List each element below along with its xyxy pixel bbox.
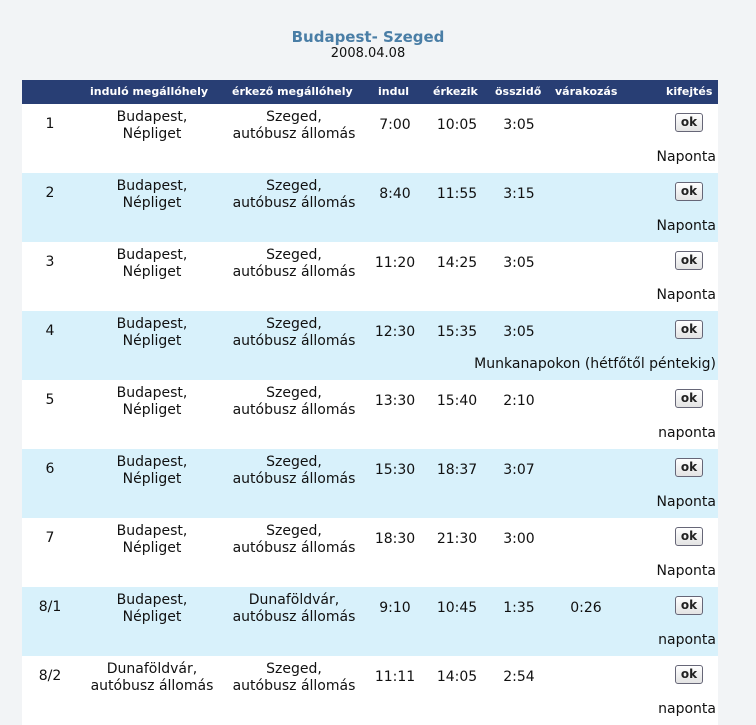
details-ok-button[interactable]: ok — [675, 251, 703, 270]
departure-stop-line2: Népliget — [122, 471, 182, 487]
departure-stop-line1: Budapest, — [116, 454, 188, 470]
col-header-arr: érkezik — [433, 85, 478, 98]
timetable — [22, 80, 718, 725]
operating-days: Naponta — [656, 563, 716, 579]
departure-stop-line2: autóbusz állomás — [90, 678, 214, 694]
route-header — [0, 28, 736, 62]
total-duration: 3:05 — [503, 255, 535, 271]
departure-time: 9:10 — [379, 600, 411, 616]
arrival-stop — [224, 316, 364, 350]
arrival-stop — [224, 385, 364, 419]
arrival-stop — [224, 178, 364, 212]
arrival-stop-line2: autóbusz állomás — [232, 402, 356, 418]
arrival-stop-line1: Szeged, — [266, 316, 322, 332]
operating-days: Naponta — [656, 218, 716, 234]
departure-time: 12:30 — [374, 324, 416, 340]
arrival-time: 14:05 — [436, 669, 478, 685]
arrival-time: 10:45 — [436, 600, 478, 616]
row-index: 2 — [45, 185, 55, 201]
row-index: 4 — [45, 323, 55, 339]
arrival-stop-line1: Szeged, — [266, 661, 322, 677]
arrival-stop-line1: Dunaföldvár, — [248, 592, 340, 608]
route-to: Szeged — [383, 28, 445, 46]
departure-stop-line1: Budapest, — [116, 316, 188, 332]
arrival-time: 10:05 — [436, 117, 478, 133]
departure-stop-line1: Budapest, — [116, 592, 188, 608]
total-duration: 3:05 — [503, 324, 535, 340]
row-index: 1 — [45, 116, 55, 132]
departure-stop-line1: Budapest, — [116, 247, 188, 263]
table-row — [22, 380, 718, 449]
departure-stop-line1: Budapest, — [116, 178, 188, 194]
col-header-dur: összidő — [495, 85, 542, 98]
details-ok-button[interactable]: ok — [675, 113, 703, 132]
departure-stop — [82, 109, 222, 143]
arrival-stop — [224, 592, 364, 626]
departure-stop — [82, 454, 222, 488]
arrival-stop-line1: Szeged, — [266, 109, 322, 125]
arrival-stop-line2: autóbusz állomás — [232, 471, 356, 487]
details-ok-button[interactable]: ok — [675, 182, 703, 201]
arrival-time: 14:25 — [436, 255, 478, 271]
arrival-stop — [224, 247, 364, 281]
table-row — [22, 104, 718, 173]
route-date: 2008.04.08 — [330, 46, 406, 61]
departure-stop — [82, 661, 222, 695]
arrival-stop-line1: Szeged, — [266, 523, 322, 539]
operating-days: naponta — [658, 701, 716, 717]
arrival-time: 15:40 — [436, 393, 478, 409]
row-index: 8/1 — [38, 599, 62, 615]
arrival-time: 11:55 — [436, 186, 478, 202]
arrival-stop-line2: autóbusz állomás — [232, 195, 356, 211]
row-index: 6 — [45, 461, 55, 477]
arrival-time: 15:35 — [436, 324, 478, 340]
departure-stop — [82, 592, 222, 626]
operating-days: naponta — [658, 632, 716, 648]
col-header-dep: indul — [378, 85, 410, 98]
departure-stop — [82, 385, 222, 419]
departure-stop-line2: Népliget — [122, 126, 182, 142]
departure-stop-line1: Budapest, — [116, 385, 188, 401]
table-row — [22, 311, 718, 380]
operating-days: Naponta — [656, 287, 716, 303]
route-title — [0, 28, 736, 46]
arrival-stop-line2: autóbusz állomás — [232, 540, 356, 556]
arrival-stop-line2: autóbusz állomás — [232, 609, 356, 625]
arrival-stop-line2: autóbusz állomás — [232, 333, 356, 349]
route-separator: - — [371, 28, 384, 46]
departure-stop-line2: Népliget — [122, 195, 182, 211]
operating-days: Munkanapokon (hétfőtől péntekig) — [474, 356, 716, 372]
arrival-stop — [224, 661, 364, 695]
departure-time: 13:30 — [374, 393, 416, 409]
departure-time: 18:30 — [374, 531, 416, 547]
total-duration: 3:00 — [503, 531, 535, 547]
departure-stop-line2: Népliget — [122, 333, 182, 349]
table-row — [22, 656, 718, 725]
table-row — [22, 518, 718, 587]
arrival-stop-line1: Szeged, — [266, 178, 322, 194]
table-header — [22, 80, 718, 104]
table-row — [22, 242, 718, 311]
total-duration: 2:54 — [503, 669, 535, 685]
departure-time: 15:30 — [374, 462, 416, 478]
table-row — [22, 449, 718, 518]
details-ok-button[interactable]: ok — [675, 527, 703, 546]
details-ok-button[interactable]: ok — [675, 320, 703, 339]
arrival-stop-line2: autóbusz állomás — [232, 678, 356, 694]
arrival-stop-line2: autóbusz állomás — [232, 264, 356, 280]
departure-time: 11:11 — [374, 669, 416, 685]
departure-stop — [82, 178, 222, 212]
operating-days: Naponta — [656, 149, 716, 165]
total-duration: 3:15 — [503, 186, 535, 202]
departure-stop-line2: Népliget — [122, 402, 182, 418]
departure-stop-line1: Budapest, — [116, 523, 188, 539]
details-ok-button[interactable]: ok — [675, 458, 703, 477]
departure-stop-line2: Népliget — [122, 264, 182, 280]
departure-stop-line1: Budapest, — [116, 109, 188, 125]
operating-days: Naponta — [656, 494, 716, 510]
col-header-detail: kifejtés — [666, 85, 713, 98]
arrival-time: 18:37 — [436, 462, 478, 478]
col-header-to: érkező megállóhely — [232, 85, 353, 98]
arrival-stop-line1: Szeged, — [266, 385, 322, 401]
col-header-from: induló megállóhely — [90, 85, 209, 98]
departure-time: 8:40 — [379, 186, 411, 202]
table-row — [22, 173, 718, 242]
row-index: 3 — [45, 254, 55, 270]
details-ok-button[interactable]: ok — [675, 389, 703, 408]
departure-stop-line1: Dunaföldvár, — [106, 661, 198, 677]
table-row — [22, 587, 718, 656]
row-index: 8/2 — [38, 668, 62, 684]
departure-stop — [82, 523, 222, 557]
departure-stop-line2: Népliget — [122, 609, 182, 625]
arrival-stop — [224, 109, 364, 143]
arrival-stop — [224, 523, 364, 557]
departure-time: 11:20 — [374, 255, 416, 271]
arrival-stop-line2: autóbusz állomás — [232, 126, 356, 142]
route-from: Budapest — [291, 28, 372, 46]
details-ok-button[interactable]: ok — [675, 596, 703, 615]
waiting-time: 0:26 — [570, 600, 602, 616]
total-duration: 1:35 — [503, 600, 535, 616]
total-duration: 2:10 — [503, 393, 535, 409]
arrival-time: 21:30 — [436, 531, 478, 547]
col-header-wait: várakozás — [555, 85, 618, 98]
arrival-stop-line1: Szeged, — [266, 454, 322, 470]
departure-stop — [82, 316, 222, 350]
departure-stop — [82, 247, 222, 281]
operating-days: naponta — [658, 425, 716, 441]
total-duration: 3:07 — [503, 462, 535, 478]
table-body — [22, 104, 718, 725]
row-index: 5 — [45, 392, 55, 408]
arrival-stop — [224, 454, 364, 488]
departure-time: 7:00 — [379, 117, 411, 133]
details-ok-button[interactable]: ok — [675, 665, 703, 684]
arrival-stop-line1: Szeged, — [266, 247, 322, 263]
total-duration: 3:05 — [503, 117, 535, 133]
row-index: 7 — [45, 530, 55, 546]
departure-stop-line2: Népliget — [122, 540, 182, 556]
